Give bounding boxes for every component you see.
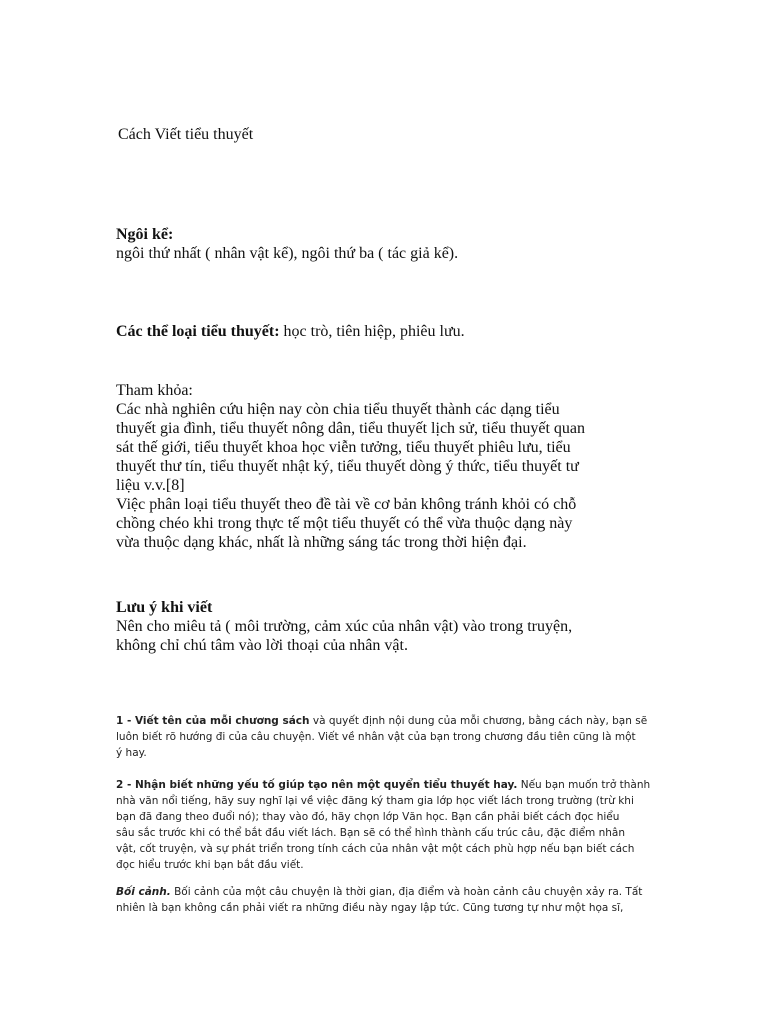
- tham-khao-line: chồng chéo khi trong thực tế một tiểu thuyết có thể vừa thuộc dạng này: [116, 515, 573, 532]
- tham-khao-line: Việc phân loại tiểu thuyết theo đề tài về cơ bản không tránh khỏi có chỗ: [116, 496, 577, 513]
- section-the-loai: [116, 322, 656, 341]
- luu-y-line: không chỉ chú tâm vào lời thoại của nhân vật.: [116, 637, 408, 654]
- p2-line: vật, cốt truyện, và sự phát triển trong tính cách của nhân vật một cách phù hợp nếu bạn biết cách: [116, 843, 635, 855]
- p1-line: và quyết định nội dung của mỗi chương, bằng cách này, bạn sẽ: [309, 715, 648, 727]
- p1-line: ý hay.: [116, 747, 147, 759]
- paragraph-3: [116, 884, 656, 916]
- luu-y-heading: Lưu ý khi viết: [116, 599, 213, 616]
- the-loai-heading: Các thể loại tiểu thuyết:: [116, 323, 280, 340]
- document-title: Cách Viết tiểu thuyết: [118, 126, 254, 143]
- tham-khao-line: thuyết gia đình, tiểu thuyết nông dân, tiểu thuyết lịch sử, tiểu thuyết quan: [116, 420, 586, 437]
- tham-khao-line: sát thế giới, tiểu thuyết khoa học viễn tưởng, tiểu thuyết phiêu lưu, tiểu: [116, 439, 571, 456]
- the-loai-body: học trò, tiên hiệp, phiêu lưu.: [279, 323, 465, 340]
- p2-bold: 2 - Nhận biết những yếu tố giúp tạo nên một quyển tiểu thuyết hay.: [116, 779, 518, 791]
- ngoi-ke-body: ngôi thứ nhất ( nhân vật kể), ngôi thứ ba ( tác giả kể).: [116, 245, 459, 262]
- paragraph-2: [116, 777, 656, 873]
- p3-bold: Bối cảnh.: [116, 886, 171, 898]
- tham-khao-line: Các nhà nghiên cứu hiện nay còn chia tiểu thuyết thành các dạng tiểu: [116, 401, 560, 418]
- luu-y-line: Nên cho miêu tả ( môi trường, cảm xúc của nhân vật) vào trong truyện,: [116, 618, 573, 635]
- tham-khao-line: liệu v.v.[8]: [116, 477, 185, 494]
- p2-line: đọc hiểu trước khi bạn bắt đầu viết.: [116, 859, 304, 871]
- section-tham-khao: [116, 381, 656, 552]
- section-luu-y: [116, 598, 656, 655]
- p2-line: bạn đã đang theo đuổi nó); thay vào đó, hãy chọn lớp Văn học. Bạn cần phải biết cách đọc hiểu: [116, 811, 620, 823]
- p2-line: Nếu bạn muốn trở thành: [517, 779, 651, 791]
- tham-khao-heading: Tham khỏa:: [116, 382, 193, 399]
- paragraph-1: [116, 713, 656, 761]
- section-ngoi-ke: [116, 225, 656, 263]
- p2-line: nhà văn nổi tiếng, hãy suy nghĩ lại về việc đăng ký tham gia lớp học viết lách trong trường (trừ khi: [116, 795, 634, 807]
- p3-line: Bối cảnh của một câu chuyện là thời gian, địa điểm và hoàn cảnh câu chuyện xảy ra. Tất: [170, 886, 643, 898]
- p1-bold: 1 - Viết tên của mỗi chương sách: [116, 715, 310, 727]
- p1-line: luôn biết rõ hướng đi của câu chuyện. Viết về nhân vật của bạn trong chương đầu tiên cũng là một: [116, 731, 636, 743]
- p3-line: nhiên là bạn không cần phải viết ra những điều này ngay lập tức. Cũng tương tự như một họa sĩ,: [116, 902, 624, 914]
- p2-line: sâu sắc trước khi có thể bắt đầu viết lách. Bạn sẽ có thể hình thành cấu trúc câu, đặc điểm nhân: [116, 827, 626, 839]
- tham-khao-line: thuyết thư tín, tiểu thuyết nhật ký, tiểu thuyết dòng ý thức, tiểu thuyết tư: [116, 458, 579, 475]
- tham-khao-line: vừa thuộc dạng khác, nhất là những sáng tác trong thời hiện đại.: [116, 534, 527, 551]
- ngoi-ke-heading: Ngôi kể:: [116, 226, 174, 243]
